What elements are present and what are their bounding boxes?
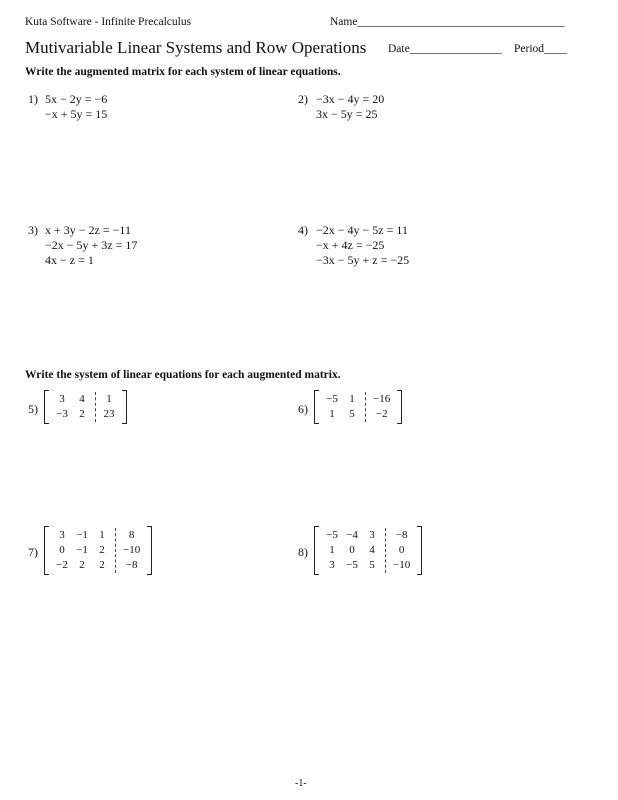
problem-3 (28, 223, 38, 238)
period-field[interactable] (514, 43, 567, 55)
augment-divider (385, 528, 386, 573)
matrix-cell: −8 (125, 559, 138, 571)
right-bracket (147, 526, 152, 575)
augment-divider (115, 528, 116, 573)
matrix-cell: −2 (56, 559, 68, 571)
matrix-cell: 23 (103, 408, 115, 420)
date-line: ________________ (409, 43, 502, 55)
matrix-column (322, 392, 342, 422)
augment-column (119, 528, 144, 573)
matrix-column (72, 528, 92, 573)
matrix-cell: 5 (369, 559, 375, 571)
name-label: Name (330, 16, 358, 28)
matrix-cell: 1 (329, 544, 335, 556)
matrix-cell: 4 (369, 544, 375, 556)
matrix-cell: 3 (329, 559, 335, 571)
problem-4-equations (316, 223, 409, 268)
augment-column (369, 392, 394, 422)
equation: 3x − 5y = 25 (316, 107, 378, 121)
matrix-cell: 1 (329, 408, 335, 420)
problem-number: 4) (298, 223, 308, 237)
page-number: -1- (295, 778, 307, 789)
matrix-column (362, 528, 382, 573)
augment-divider (365, 392, 366, 422)
equation: −2x − 4y − 5z = 11 (316, 223, 408, 237)
right-bracket (417, 526, 422, 575)
right-bracket (397, 390, 402, 424)
matrix-body (319, 390, 397, 424)
matrix-cell: −5 (346, 559, 358, 571)
period-label: Period (514, 43, 545, 55)
matrix-cell: 2 (99, 544, 105, 556)
equation: −x + 4z = −25 (316, 238, 385, 252)
problem-1-equations (45, 92, 107, 122)
problem-3-equations (45, 223, 137, 268)
matrix-cell: 3 (369, 529, 375, 541)
matrix-cell: 2 (99, 559, 105, 571)
matrix-column (322, 528, 342, 573)
matrix-cell: −8 (395, 529, 408, 541)
matrix-cell: 1 (349, 393, 355, 405)
matrix-cell: −5 (326, 529, 338, 541)
equation: −x + 5y = 15 (45, 107, 108, 121)
matrix-cell: 4 (79, 393, 85, 405)
augment-column (99, 392, 119, 422)
matrix-cell: 1 (106, 393, 112, 405)
matrix-cell: −2 (375, 408, 388, 420)
matrix-column (342, 392, 362, 422)
augment-column (389, 528, 414, 573)
equation: −3x − 4y = 20 (316, 92, 385, 106)
matrix-cell: 3 (59, 529, 65, 541)
matrix-cell: 0 (349, 544, 355, 556)
problem-4 (298, 223, 308, 238)
matrix-cell: 8 (128, 529, 135, 541)
equation: x + 3y − 2z = −11 (45, 223, 131, 237)
section1-instruction: Write the augmented matrix for each system of linear equations. (25, 66, 341, 78)
matrix-body (49, 390, 122, 424)
augment-divider (95, 392, 96, 422)
equation: 4x − z = 1 (45, 253, 94, 267)
section2-instruction: Write the system of linear equations for each augmented matrix. (25, 369, 341, 381)
matrix-cell: 0 (59, 544, 65, 556)
matrix-column (52, 392, 72, 422)
date-label: Date (388, 43, 410, 55)
worksheet-title: Mutivariable Linear Systems and Row Operations (25, 38, 367, 57)
matrix-cell: −10 (393, 559, 411, 571)
problem-2-equations (316, 92, 384, 122)
name-line: ____________________________________ (357, 16, 565, 28)
problem-8-number: 8) (298, 545, 308, 559)
matrix-column (72, 392, 92, 422)
matrix-cell: −1 (76, 529, 88, 541)
matrix-cell: 2 (79, 559, 85, 571)
matrix-cell: −10 (123, 544, 141, 556)
date-field[interactable] (388, 43, 502, 55)
equation: −2x − 5y + 3z = 17 (45, 238, 138, 252)
matrix-cell: 0 (398, 544, 405, 556)
software-label: Kuta Software - Infinite Precalculus (25, 16, 192, 28)
problem-5-number: 5) (28, 402, 38, 416)
equation: −3x − 5y + z = −25 (316, 253, 410, 267)
matrix-cell: 5 (349, 408, 355, 420)
matrix-6 (314, 390, 402, 424)
matrix-body (49, 526, 147, 575)
matrix-column (92, 528, 112, 573)
matrix-cell: −1 (76, 544, 88, 556)
matrix-7 (44, 526, 152, 575)
matrix-cell: 3 (59, 393, 65, 405)
matrix-column (52, 528, 72, 573)
matrix-cell: 2 (79, 408, 85, 420)
name-field[interactable] (330, 16, 564, 28)
equation: 5x − 2y = −6 (45, 92, 108, 106)
matrix-body (319, 526, 417, 575)
problem-2 (298, 92, 308, 107)
matrix-cell: −16 (373, 393, 391, 405)
matrix-5 (44, 390, 127, 424)
matrix-cell: −5 (326, 393, 338, 405)
period-line: ____ (544, 43, 568, 55)
matrix-8 (314, 526, 422, 575)
matrix-column (342, 528, 362, 573)
problem-number: 2) (298, 92, 308, 106)
problem-1 (28, 92, 38, 107)
matrix-cell: 1 (99, 529, 105, 541)
problem-number: 1) (28, 92, 38, 106)
problem-6-number: 6) (298, 402, 308, 416)
problem-number: 3) (28, 223, 38, 237)
right-bracket (122, 390, 127, 424)
problem-7-number: 7) (28, 545, 38, 559)
matrix-cell: −4 (346, 529, 358, 541)
matrix-cell: −3 (56, 408, 68, 420)
